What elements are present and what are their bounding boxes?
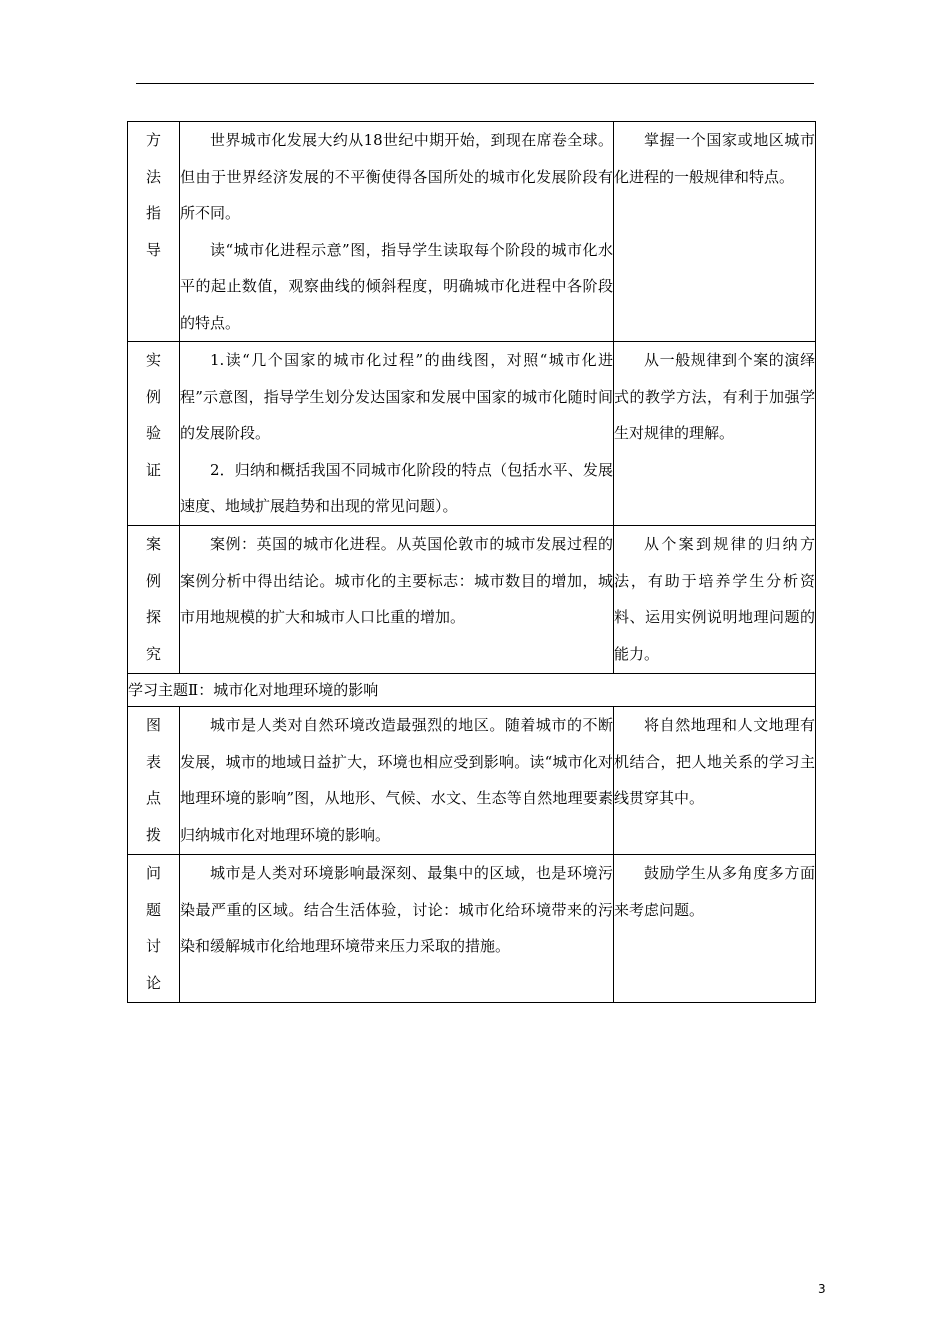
row-note-chart-tips: 将自然地理和人文地理有机结合，把人地关系的学习主线贯穿其中。	[614, 707, 816, 855]
lesson-plan-table	[127, 121, 816, 1003]
row-content-discussion: 城市是人类对环境影响最深刻、最集中的区域，也是环境污染最严重的区域。结合生活体验，讨论：城市化给环境带来的污染和缓解城市化给地理环境带来压力采取的措施。	[180, 855, 614, 1003]
row-content-example-verification: 1.读“几个国家的城市化过程”的曲线图，对照“城市化进程”示意图，指导学生划分发达国家和发展中国家的城市化随时间的发展阶段。 2．归纳和概括我国不同城市化阶段的特点（包括水平、发展速度、地域扩展趋势和出现的常见问题）。	[180, 342, 614, 526]
row-content-chart-tips: 城市是人类对自然环境改造最强烈的地区。随着城市的不断发展，城市的地域日益扩大，环境也相应受到影响。读“城市化对地理环境的影响”图，从地形、气候、水文、生态等自然地理要素归纳城市化对地理环境的影响。	[180, 707, 614, 855]
row-note-method-guidance: 掌握一个国家或地区城市化进程的一般规律和特点。	[614, 122, 816, 342]
row-label-method-guidance: 方 法 指 导	[128, 122, 180, 342]
page-number: 3	[818, 1282, 826, 1296]
topic-heading: 学习主题Ⅱ：城市化对地理环境的影响	[128, 674, 816, 707]
row-label-example-verification: 实 例 验 证	[128, 342, 180, 526]
table-row-example-verification	[128, 342, 816, 526]
table-row-method-guidance	[128, 122, 816, 342]
row-content-case-study: 案例：英国的城市化进程。从英国伦敦市的城市发展过程的案例分析中得出结论。城市化的主要标志：城市数目的增加，城市用地规模的扩大和城市人口比重的增加。	[180, 526, 614, 674]
row-note-case-study: 从个案到规律的归纳方法，有助于培养学生分析资料、运用实例说明地理问题的能力。	[614, 526, 816, 674]
row-label-discussion: 问 题 讨 论	[128, 855, 180, 1003]
row-note-discussion: 鼓励学生从多角度多方面来考虑问题。	[614, 855, 816, 1003]
table-row-case-study	[128, 526, 816, 674]
row-label-chart-tips: 图 表 点 拨	[128, 707, 180, 855]
table-row-topic-heading	[128, 674, 816, 707]
row-label-case-study: 案 例 探 究	[128, 526, 180, 674]
row-content-method-guidance: 世界城市化发展大约从18世纪中期开始，到现在席卷全球。但由于世界经济发展的不平衡使得各国所处的城市化发展阶段有所不同。 读“城市化进程示意”图，指导学生读取每个阶段的城市化水平的起止数值，观察曲线的倾斜程度，明确城市化进程中各阶段的特点。	[180, 122, 614, 342]
table-row-chart-tips	[128, 707, 816, 855]
row-note-example-verification: 从一般规律到个案的演绎式的教学方法，有利于加强学生对规律的理解。	[614, 342, 816, 526]
header-rule	[136, 83, 814, 84]
table-row-discussion	[128, 855, 816, 1003]
